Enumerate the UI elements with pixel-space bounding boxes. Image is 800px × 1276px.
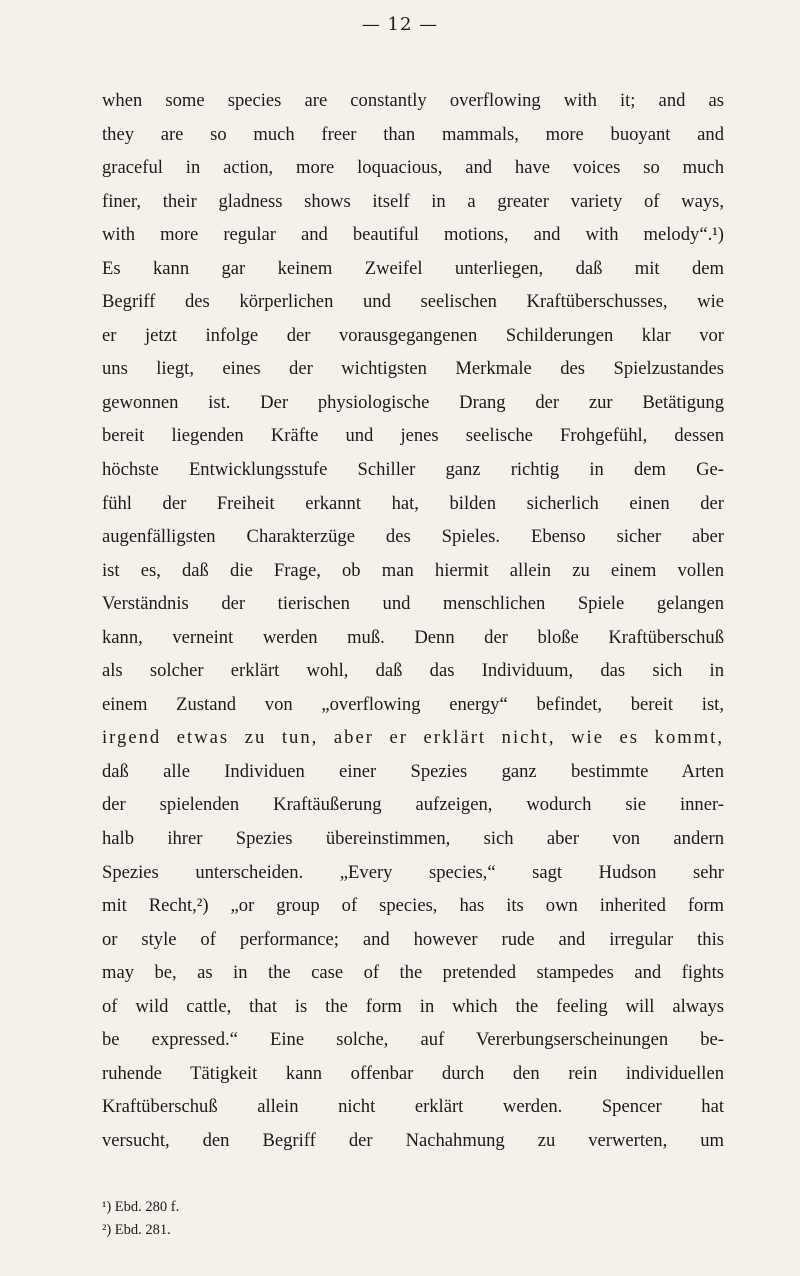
text-line: they are so much freer than mammals, more buoyant and: [102, 123, 724, 145]
text-line: Es kann gar keinem Zweifel unterliegen, daß mit dem: [102, 257, 724, 279]
text-line: höchste Entwicklungsstufe Schiller ganz richtig in dem Ge-: [102, 459, 724, 481]
text-line: einem Zustand von „overflowing energy“ befindet, bereit ist,: [102, 693, 724, 715]
text-line: als solcher erklärt wohl, daß das Individuum, das sich in: [102, 660, 724, 682]
text-line: er jetzt infolge der vorausgegangenen Schilderungen klar vor: [102, 324, 724, 346]
text-line: gewonnen ist. Der physiologische Drang der zur Betätigung: [102, 391, 724, 413]
text-line: uns liegt, eines der wichtigsten Merkmale des Spielzustandes: [102, 358, 724, 380]
text-line: augenfälligsten Charakterzüge des Spieles. Ebenso sicher aber: [102, 526, 724, 548]
text-line: irgend etwas zu tun, aber er erklärt nicht, wie es kommt,: [102, 727, 724, 749]
text-line: ruhende Tätigkeit kann offenbar durch den rein individuellen: [102, 1062, 724, 1084]
text-line: mit Recht,²) „or group of species, has its own inherited form: [102, 895, 724, 917]
text-line: when some species are constantly overflowing with it; and as: [102, 90, 724, 111]
text-line: der spielenden Kraftäußerung aufzeigen, wodurch sie inner-: [102, 794, 724, 816]
body-text: [102, 84, 724, 1158]
text-line: daß alle Individuen einer Spezies ganz bestimmte Arten: [102, 760, 724, 782]
text-line: kann, verneint werden muß. Denn der bloße Kraftüberschuß: [102, 626, 724, 648]
text-line: ist es, daß die Frage, ob man hiermit allein zu einem vollen: [102, 559, 724, 581]
text-line: Spezies unterscheiden. „Every species,“ sagt Hudson sehr: [102, 861, 724, 883]
text-line: with more regular and beautiful motions, and with melody“.¹): [102, 224, 724, 246]
text-line: graceful in action, more loquacious, and have voices so much: [102, 157, 724, 179]
text-line: may be, as in the case of the pretended stampedes and fights: [102, 962, 724, 984]
text-line: Verständnis der tierischen und menschlichen Spiele gelangen: [102, 593, 724, 615]
text-line: or style of performance; and however rude and irregular this: [102, 928, 724, 950]
text-line: Kraftüberschuß allein nicht erklärt werden. Spencer hat: [102, 1096, 724, 1118]
text-line: finer, their gladness shows itself in a greater variety of ways,: [102, 190, 724, 212]
text-line: be expressed.“ Eine solche, auf Vererbungserscheinungen be-: [102, 1029, 724, 1051]
page-number: — 12 —: [361, 14, 439, 35]
text-line: Begriff des körperlichen und seelischen Kraftüberschusses, wie: [102, 291, 724, 313]
footnote: ²) Ebd. 281.: [102, 1222, 171, 1238]
footnotes: [102, 1196, 502, 1242]
text-line: fühl der Freiheit erkannt hat, bilden sicherlich einen der: [102, 492, 724, 514]
footnote: ¹) Ebd. 280 f.: [102, 1199, 180, 1215]
text-line: halb ihrer Spezies übereinstimmen, sich aber von andern: [102, 828, 724, 850]
text-line: of wild cattle, that is the form in which the feeling will always: [102, 995, 724, 1017]
text-line: bereit liegenden Kräfte und jenes seelische Frohgefühl, dessen: [102, 425, 724, 447]
text-line: versucht, den Begriff der Nachahmung zu verwerten, um: [102, 1129, 724, 1151]
